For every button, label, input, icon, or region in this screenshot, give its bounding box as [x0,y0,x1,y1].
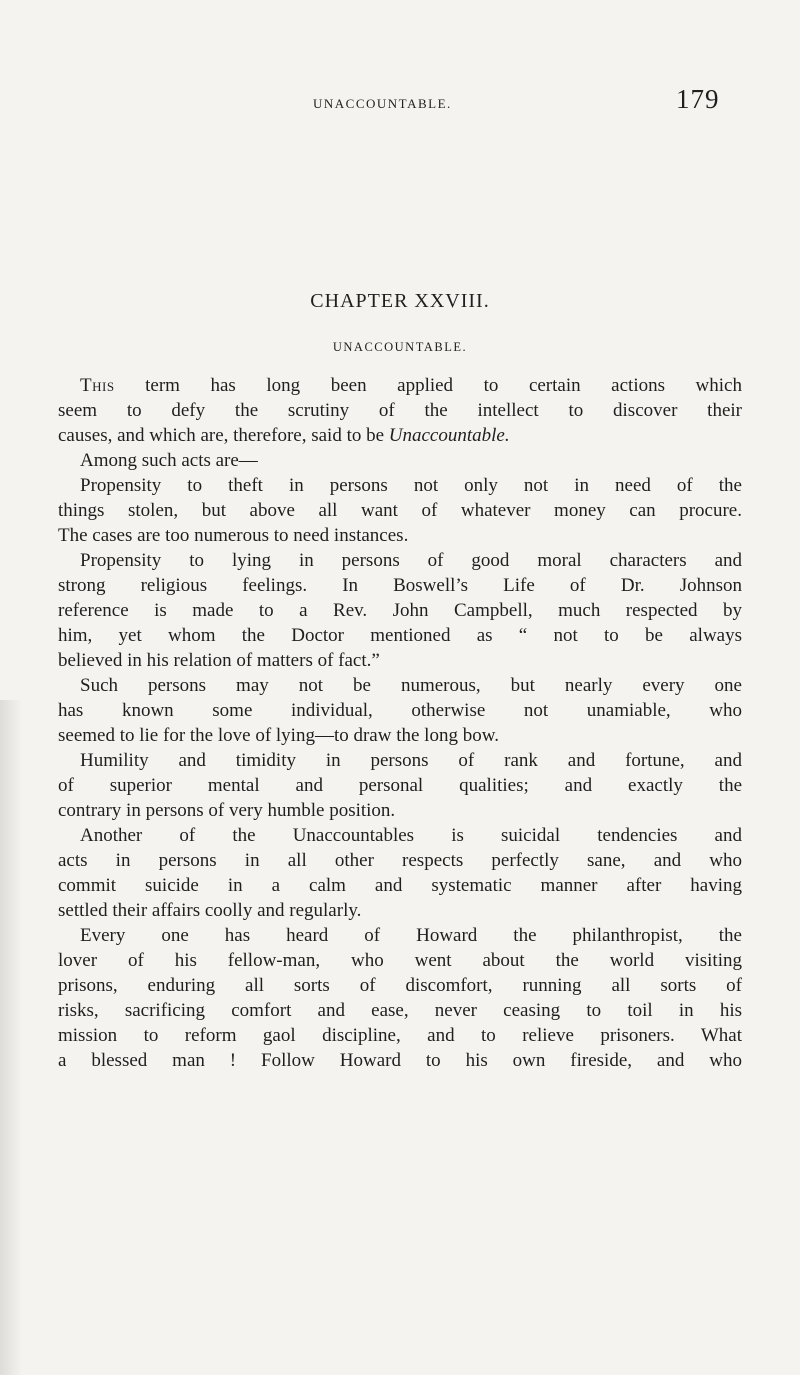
paragraph [58,673,742,748]
paragraph [58,448,742,473]
line-text: Such persons may not be numerous, but nearly every one [80,675,742,696]
small-caps-lead: This [80,375,115,396]
line-text: him, yet whom the Doctor mentioned as “ not to be always [58,625,742,646]
text-line [58,748,742,773]
chapter-title: CHAPTER XXVIII. [310,290,490,312]
text-line [58,648,742,673]
line-text: a blessed man ! Follow Howard to his own fireside, and who [58,1050,742,1071]
line-text: prisons, enduring all sorts of discomfort, running all sorts of [58,975,742,996]
text-line [58,548,742,573]
paragraph [58,748,742,823]
text-line [58,623,742,648]
line-text: believed in his relation of matters of fact.” [58,650,380,671]
line-text: of superior mental and personal qualities; and exactly the [58,775,742,796]
page-number: 179 [676,84,720,114]
paragraph [58,823,742,923]
text-line [58,823,742,848]
line-text: settled their affairs coolly and regularly. [58,900,362,921]
line-text: Propensity to lying in persons of good moral characters and [80,550,742,571]
paragraph [58,548,742,673]
text-line [58,373,742,398]
body-text [58,373,742,1073]
line-text: Every one has heard of Howard the philanthropist, the [80,925,742,946]
text-line [58,1048,742,1073]
line-text: seem to defy the scrutiny of the intellect to discover their [58,400,742,421]
line-text: mission to reform gaol discipline, and to relieve prisoners. What [58,1025,742,1046]
line-text: Among such acts are— [80,450,258,471]
chapter-subtitle: UNACCOUNTABLE. [332,340,468,354]
text-line [58,673,742,698]
running-head [0,84,800,124]
text-line [58,948,742,973]
text-line [58,898,742,923]
line-text: term has long been applied to certain actions which [114,375,742,396]
text-line [58,598,742,623]
line-text: commit suicide in a calm and systematic manner after having [58,875,742,896]
text-line [58,923,742,948]
text-line [58,798,742,823]
line-text: reference is made to a Rev. John Campbell, much respected by [58,600,742,621]
text-line [58,448,742,473]
line-text: The cases are too numerous to need instances. [58,525,409,546]
text-line [58,498,742,523]
line-text: lover of his fellow-man, who went about the world visiting [58,950,742,971]
text-line [58,473,742,498]
line-text: risks, sacrificing comfort and ease, never ceasing to toil in his [58,1000,742,1021]
line-text: seemed to lie for the love of lying—to draw the long bow. [58,725,499,746]
line-text: Propensity to theft in persons not only not in need of the [80,475,742,496]
line-text: Humility and timidity in persons of rank and fortune, and [80,750,742,771]
text-line [58,773,742,798]
text-line [58,998,742,1023]
text-line [58,1023,742,1048]
text-line [58,573,742,598]
italic-term: Unaccountable. [388,425,510,446]
text-line [58,698,742,723]
line-text: has known some individual, otherwise not unamiable, who [58,700,742,721]
text-line [58,723,742,748]
text-line [58,973,742,998]
paragraph [58,923,742,1073]
paragraph [58,373,742,448]
text-line [58,423,742,448]
line-text: strong religious feelings. In Boswell’s Life of Dr. Johnson [58,575,742,596]
line-text: causes, and which are, therefore, said to be [58,425,389,446]
text-line [58,873,742,898]
page-edge-shadow [0,700,22,1375]
text-line [58,523,742,548]
text-line [58,398,742,423]
line-text: things stolen, but above all want of whatever money can procure. [58,500,742,521]
line-text: contrary in persons of very humble position. [58,800,396,821]
text-line [58,848,742,873]
line-text: acts in persons in all other respects perfectly sane, and who [58,850,742,871]
paragraph [58,473,742,548]
running-title: UNACCOUNTABLE. [313,96,452,111]
line-text: Another of the Unaccountables is suicidal tendencies and [80,825,742,846]
